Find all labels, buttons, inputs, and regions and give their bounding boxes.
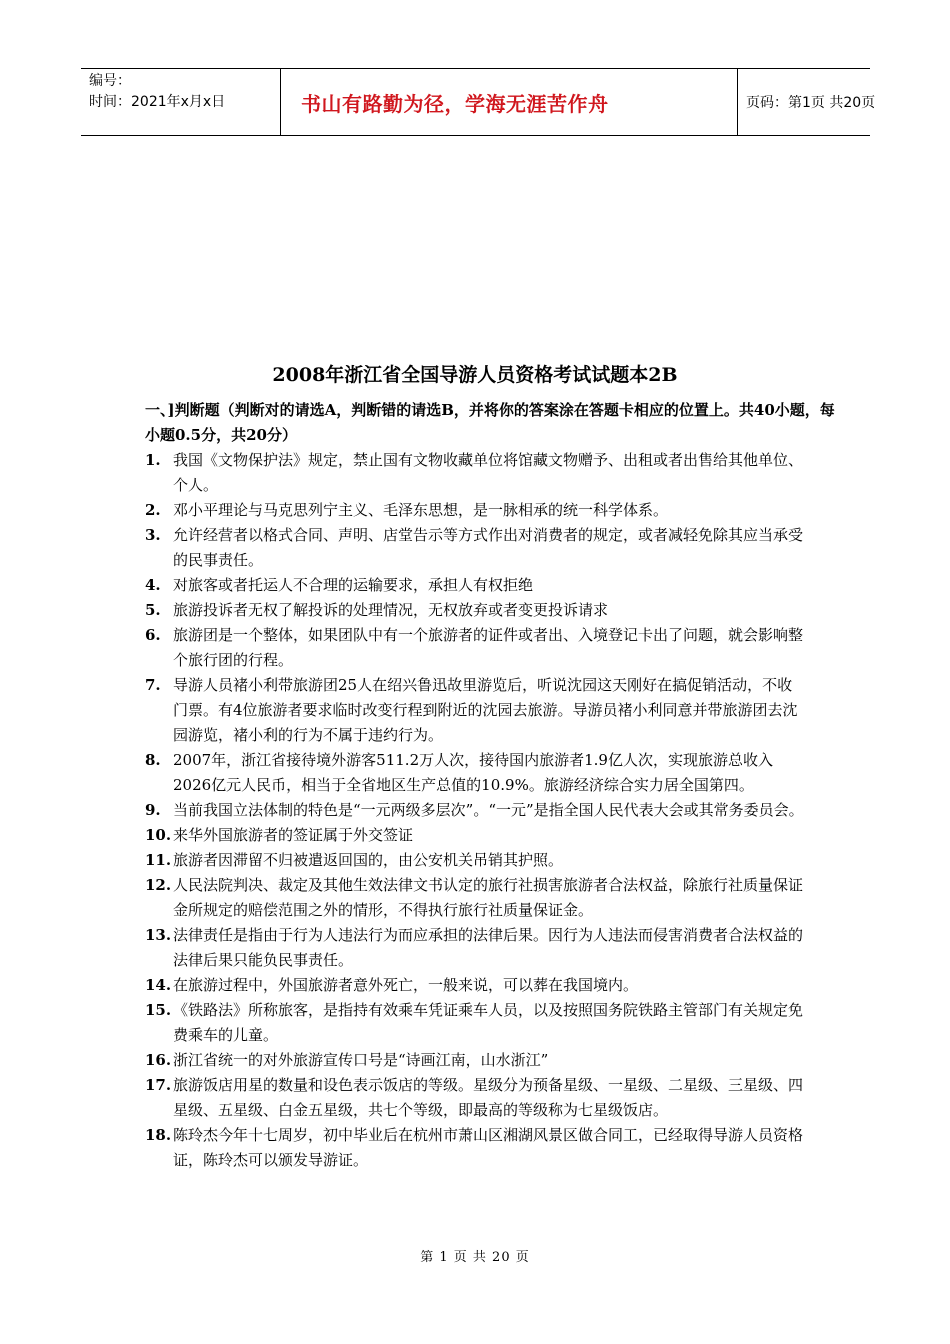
question-item [145, 598, 835, 623]
question-item [145, 1123, 835, 1173]
question-text: 导游人员褚小利带旅游团25人在绍兴鲁迅故里游览后，听说沈园这天刚好在搞促销活动，不收门票。有4位旅游者要求临时改变行程到附近的沈园去旅游。导游员褚小利同意并带旅游团去沈园游览，褚小利的行为不属于违约行为。 [173, 676, 798, 744]
question-number: 17. [145, 1076, 172, 1094]
question-text: 我国《文物保护法》规定，禁止国有文物收藏单位将馆藏文物赠予、出租或者出售给其他单位、个人。 [173, 451, 804, 494]
question-number: 7. [145, 676, 161, 694]
question-text: 法律责任是指由于行为人违法行为而应承担的法律后果。因行为人违法而侵害消费者合法权益的法律后果只能负民事责任。 [173, 926, 804, 969]
question-item [145, 748, 835, 798]
question-number: 18. [145, 1126, 172, 1144]
question-item [145, 573, 835, 598]
page-header [81, 68, 876, 136]
question-number: 10. [145, 826, 172, 844]
question-text: 邓小平理论与马克思列宁主义、毛泽东思想，是一脉相承的统一科学体系。 [173, 501, 669, 519]
document-title: 2008年浙江省全国导游人员资格考试试题本2B [272, 364, 678, 386]
motto-text: 书山有路勤为径，学海无涯苦作舟 [301, 91, 609, 116]
question-item [145, 1073, 835, 1123]
question-item [145, 673, 835, 748]
question-item [145, 873, 835, 923]
question-number: 3. [145, 526, 161, 544]
question-text: 在旅游过程中，外国旅游者意外死亡，一般来说，可以葬在我国境内。 [173, 976, 639, 994]
question-number: 15. [145, 1001, 172, 1019]
question-text: 旅游团是一个整体，如果团队中有一个旅游者的证件或者出、入境登记卡出了问题，就会影响整个旅行团的行程。 [173, 626, 804, 669]
question-number: 9. [145, 801, 161, 819]
question-text: 旅游饭店用星的数量和设色表示饭店的等级。星级分为预备星级、一星级、二星级、三星级、四星级、五星级、白金五星级，共七个等级，即最高的等级称为七星级饭店。 [173, 1076, 804, 1119]
question-number: 12. [145, 876, 172, 894]
question-item [145, 923, 835, 973]
question-list [145, 448, 835, 1173]
question-text: 来华外国旅游者的签证属于外交签证 [173, 826, 414, 844]
question-text: 《铁路法》所称旅客，是指持有效乘车凭证乘车人员，以及按照国务院铁路主管部门有关规定免费乘车的儿童。 [173, 1001, 804, 1044]
question-text: 浙江省统一的对外旅游宣传口号是“诗画江南，山水浙江” [173, 1051, 549, 1069]
question-number: 16. [145, 1051, 172, 1069]
question-item [145, 498, 835, 523]
header-page-info [738, 69, 876, 135]
question-item [145, 448, 835, 498]
question-text: 2007年，浙江省接待境外游客511.2万人次，接待国内旅游者1.9亿人次，实现旅游总收入2026亿元人民币，相当于全省地区生产总值的10.9%。旅游经济综合实力居全国第四。 [173, 751, 773, 794]
question-number: 5. [145, 601, 161, 619]
question-number: 6. [145, 626, 161, 644]
page-info-text: 页码：第1页 共20页 [746, 95, 876, 111]
question-item [145, 623, 835, 673]
question-item [145, 973, 835, 998]
question-text: 允许经营者以格式合同、声明、店堂告示等方式作出对消费者的规定，或者减轻免除其应当承受的民事责任。 [173, 526, 804, 569]
question-text: 旅游投诉者无权了解投诉的处理情况，无权放弃或者变更投诉请求 [173, 601, 609, 619]
question-number: 2. [145, 501, 161, 519]
page-footer: 第 1 页 共 20 页 [420, 1250, 530, 1265]
question-text: 旅游者因滞留不归被遣返回国的，由公安机关吊销其护照。 [173, 851, 564, 869]
date-label: 时间：2021年x月x日 [89, 94, 226, 110]
question-number: 1. [145, 451, 161, 469]
question-item [145, 998, 835, 1048]
question-number: 13. [145, 926, 172, 944]
question-text: 陈玲杰今年十七周岁，初中毕业后在杭州市萧山区湘湖风景区做合同工，已经取得导游人员资格证，陈玲杰可以颁发导游证。 [173, 1126, 804, 1169]
question-number: 14. [145, 976, 172, 994]
question-item [145, 523, 835, 573]
question-number: 8. [145, 751, 161, 769]
serial-label: 编号： [89, 73, 131, 89]
question-text: 人民法院判决、裁定及其他生效法律文书认定的旅行社损害旅游者合法权益，除旅行社质量保证金所规定的赔偿范围之外的情形，不得执行旅行社质量保证金。 [173, 876, 804, 919]
question-text: 当前我国立法体制的特色是“一元两级多层次”。“一元”是指全国人民代表大会或其常务委员会。 [173, 801, 804, 819]
question-item [145, 848, 835, 873]
header-meta [81, 69, 281, 135]
question-item [145, 798, 835, 823]
question-item [145, 823, 835, 848]
question-number: 4. [145, 576, 161, 594]
header-motto-cell [281, 69, 738, 135]
section-heading: 一、]判断题（判断对的请选A，判断错的请选B，并将你的答案涂在答题卡相应的位置上。共40小题，每小题0.5分，共20分） [145, 401, 835, 444]
question-text: 对旅客或者托运人不合理的运输要求，承担人有权拒绝 [173, 576, 534, 594]
question-number: 11. [145, 851, 172, 869]
question-item [145, 1048, 835, 1073]
